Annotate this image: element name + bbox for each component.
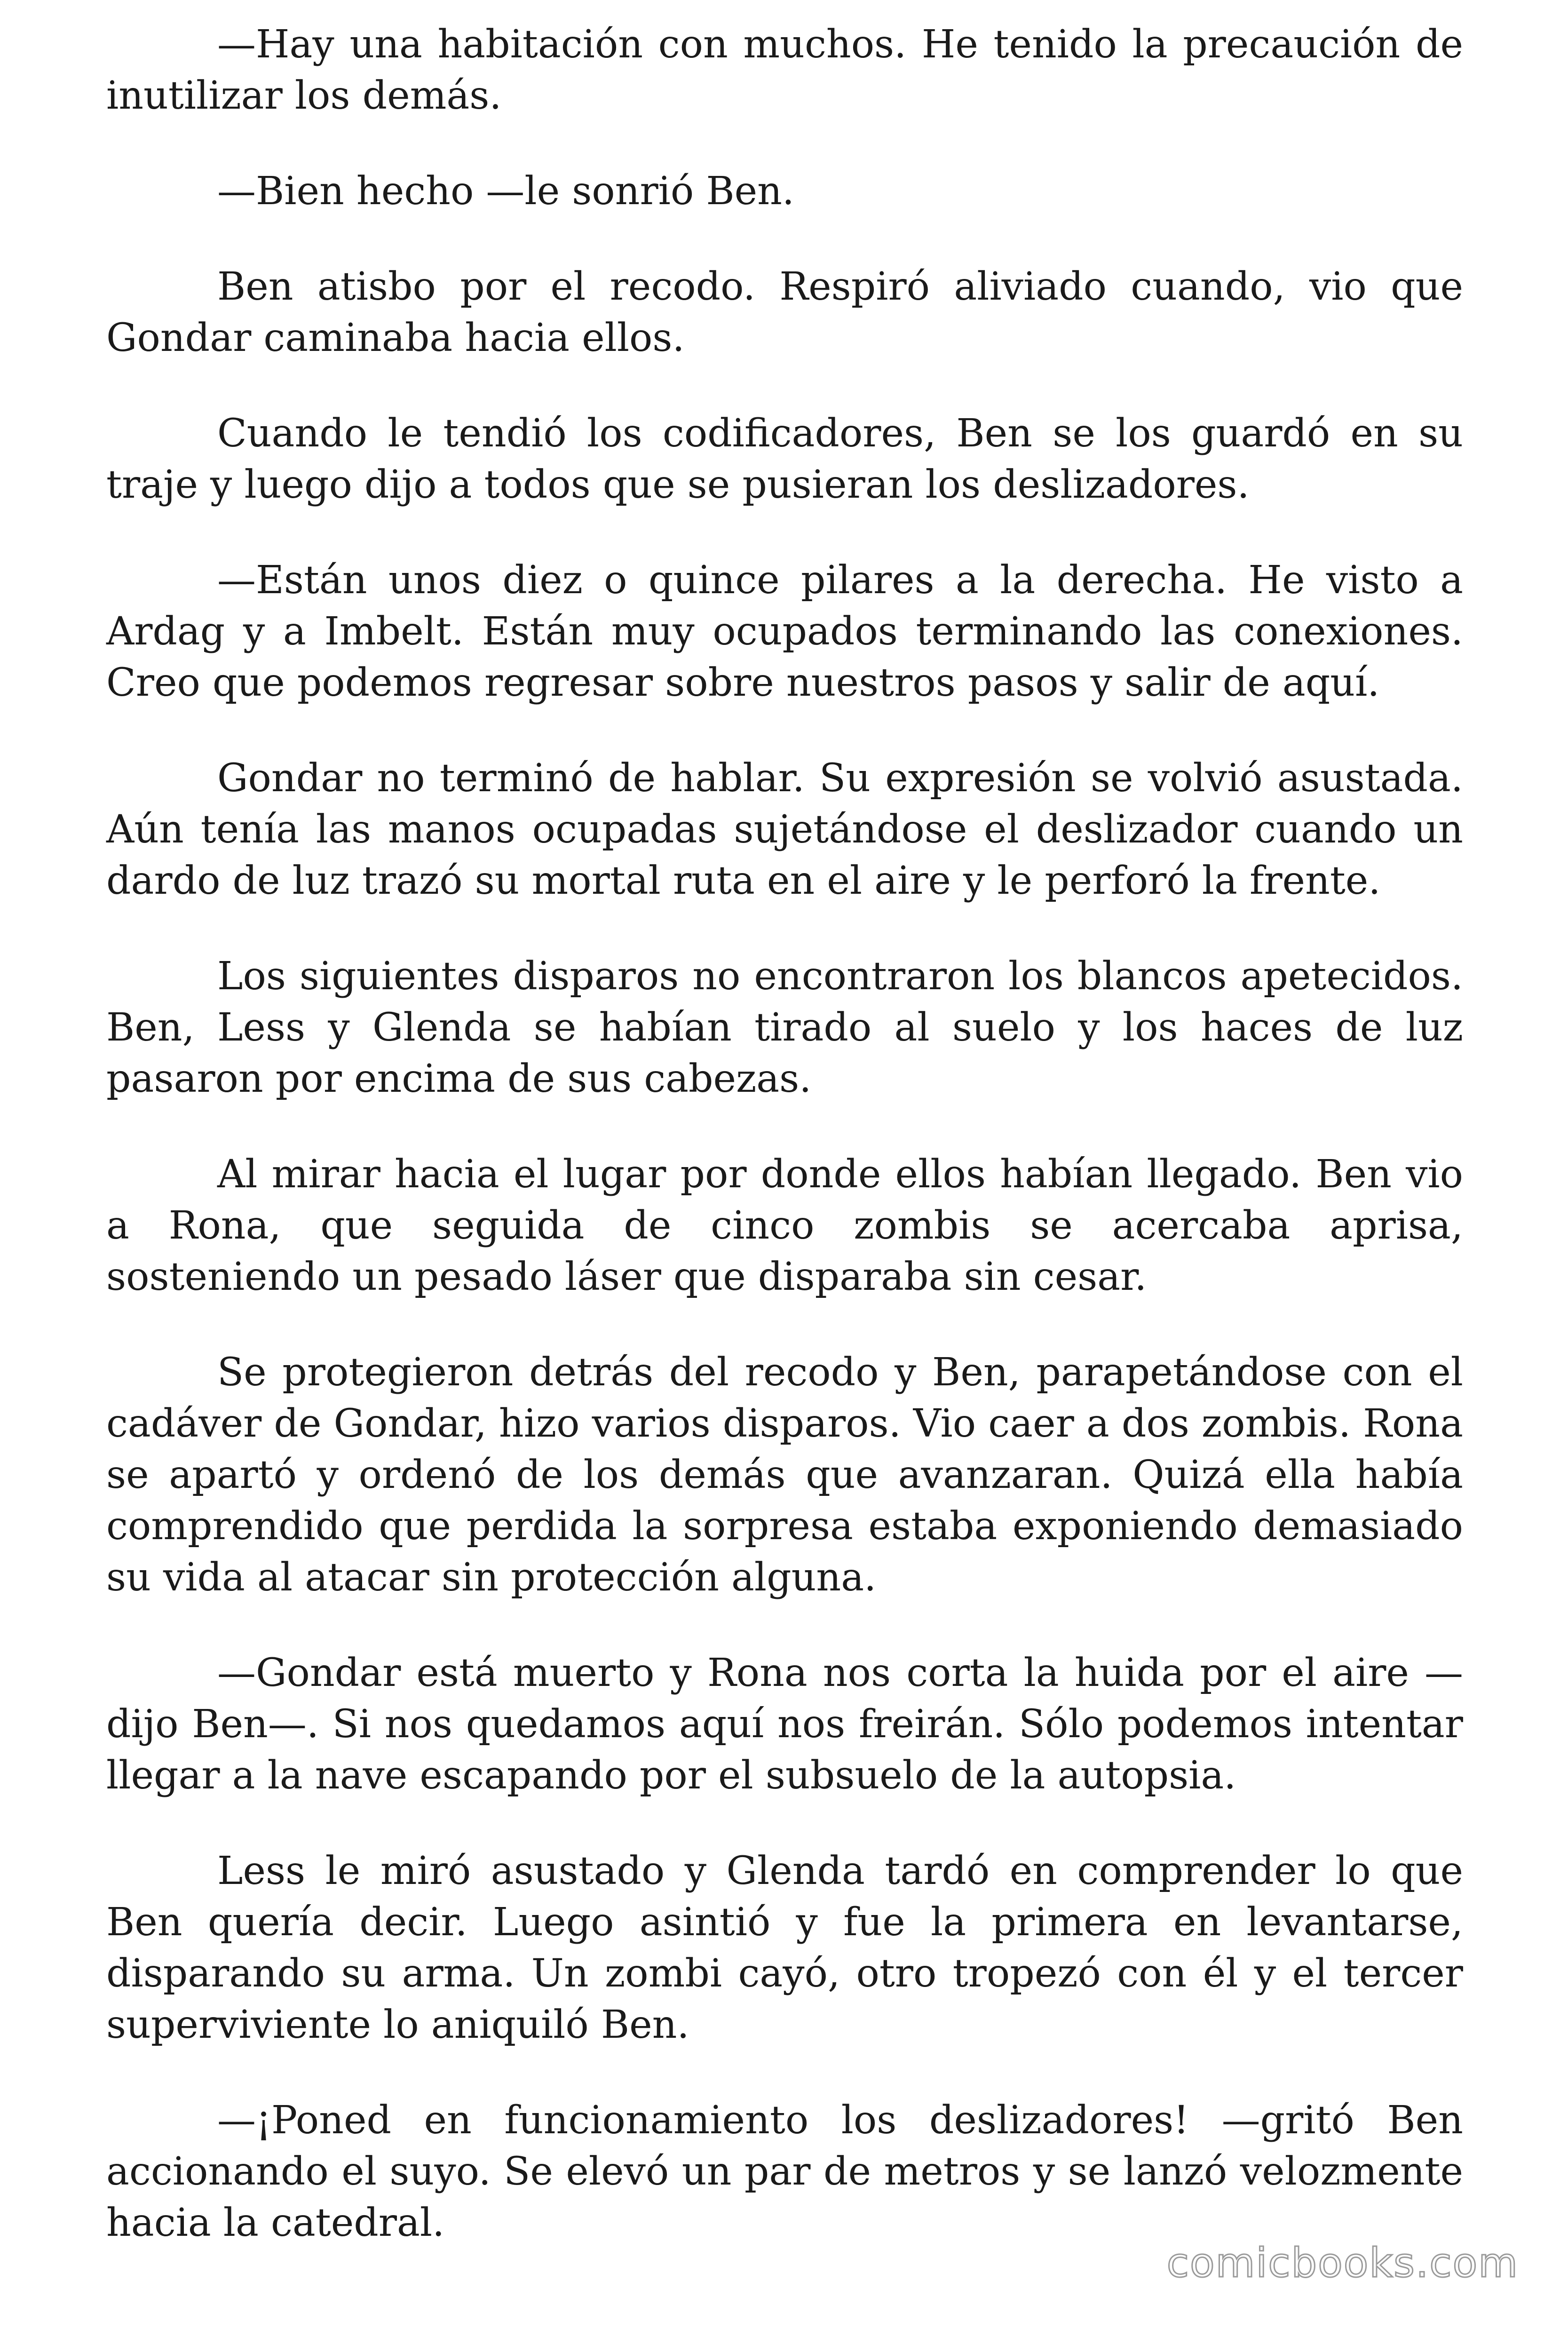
watermark: comicbooks.com [1166,2240,1519,2287]
paragraph-2: —Bien hecho —le sonrió Ben. [217,169,794,214]
paragraph-10: —Gondar está muerto y Rona nos corta la huida por el aire — dijo Ben—. Si nos quedamos aquí nos freirán. Sólo podemos intentar llegar a la nave escapando por el subsuelo de la autopsia. [106,1651,1463,1798]
book-page-text [106,19,1463,2249]
paragraph-7: Los siguientes disparos no encontraron los blancos apetecidos. Ben, Less y Glenda se habían tirado al suelo y los haces de luz pasaron por encima de sus cabezas. [106,954,1463,1101]
paragraph-6: Gondar no terminó de hablar. Su expresión se volvió asustada. Aún tenía las manos ocupadas sujetándose el deslizador cuando un dardo de luz trazó su mortal ruta en el aire y le perforó la frente. [106,756,1463,903]
paragraph-5: —Están unos diez o quince pilares a la derecha. He visto a Ardag y a Imbelt. Están muy ocupados terminando las conexiones. Creo que podemos regresar sobre nuestros pasos y salir de aquí. [106,558,1463,705]
paragraph-4: Cuando le tendió los codificadores, Ben se los guardó en su traje y luego dijo a todos que se pusieran los deslizadores. [106,411,1463,507]
paragraph-12: —¡Poned en funcionamiento los deslizadores! —gritó Ben accionando el suyo. Se elevó un par de metros y se lanzó velozmente hacia la catedral. [106,2098,1463,2245]
paragraph-3: Ben atisbo por el recodo. Respiró aliviado cuando, vio que Gondar caminaba hacia ellos. [106,264,1463,360]
paragraph-1: —Hay una habitación con muchos. He tenido la precaución de inutilizar los demás. [106,22,1463,118]
paragraph-11: Less le miró asustado y Glenda tardó en comprender lo que Ben quería decir. Luego asintió y fue la primera en levantarse, disparando su arma. Un zombi cayó, otro tropezó con él y el tercer superviviente lo aniquiló Ben. [106,1849,1463,2047]
paragraph-8: Al mirar hacia el lugar por donde ellos habían llegado. Ben vio a Rona, que seguida de cinco zombis se acercaba aprisa, sosteniendo un pesado láser que disparaba sin cesar. [106,1152,1463,1299]
paragraph-9: Se protegieron detrás del recodo y Ben, parapetándose con el cadáver de Gondar, hizo varios disparos. Vio caer a dos zombis. Rona se apartó y ordenó de los demás que avanzaran. Quizá ella había comprendido que perdida la sorpresa estaba exponiendo demasiado su vida al atacar sin protección alguna. [106,1350,1463,1600]
